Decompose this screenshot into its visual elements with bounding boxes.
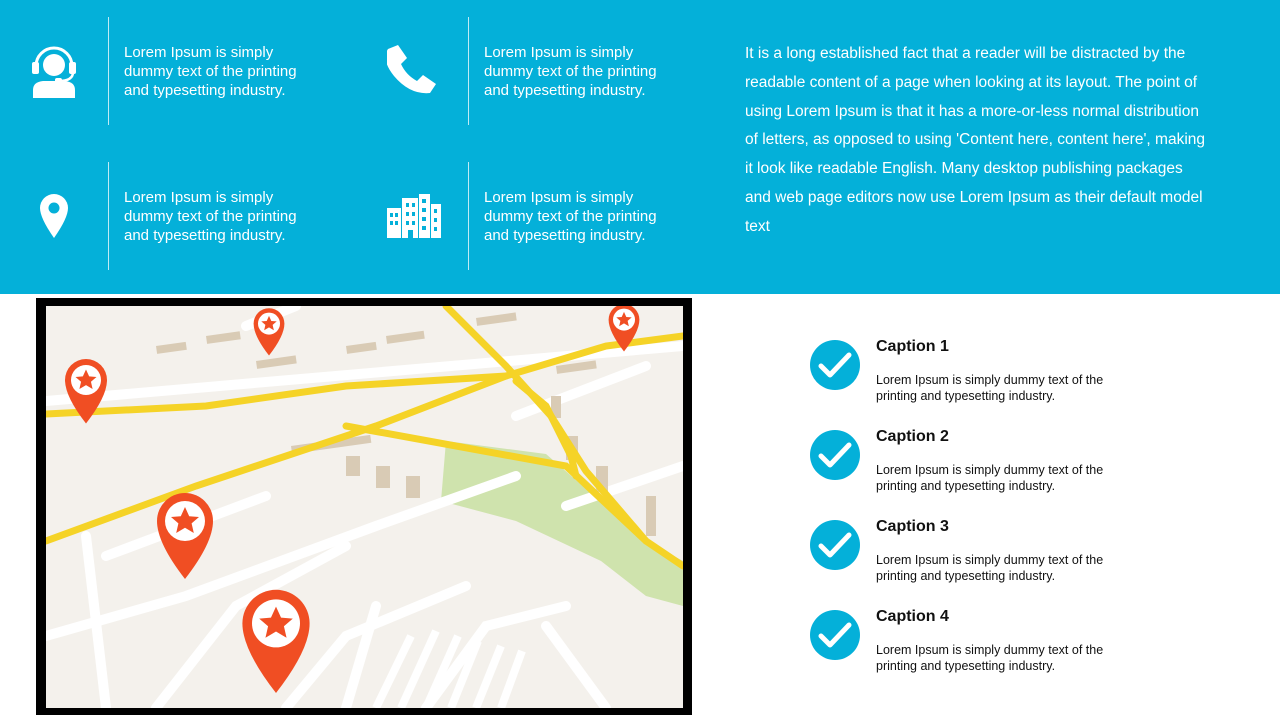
checkmark-icon: [810, 610, 860, 660]
feature-text: Lorem Ipsum is simply dummy text of the printing and typesetting industry.: [484, 189, 657, 244]
caption-title: Caption 3: [876, 518, 949, 535]
city-map-illustration: [46, 306, 683, 708]
checkmark-icon: [810, 520, 860, 570]
caption-item: [810, 608, 1150, 688]
feature-divider: [468, 162, 469, 270]
intro-paragraph: It is a long established fact that a reader will be distracted by the readable content of a page when looking at its layout. The point of using Lorem Ipsum is that it has a more-or-less normal distribution of letters, as opposed to using 'Content here, content here', making it look like readable English. Many desktop publishing packages and web page editors now use Lorem Ipsum as their default model text: [745, 45, 1206, 235]
caption-item: [810, 428, 1150, 508]
feature-text: Lorem Ipsum is simply dummy text of the printing and typesetting industry.: [124, 44, 297, 99]
headset-support-icon: [0, 17, 108, 125]
feature-divider: [108, 162, 109, 270]
feature-divider: [468, 17, 469, 125]
caption-body: Lorem Ipsum is simply dummy text of the printing and typesetting industry.: [876, 373, 1104, 403]
header-band: [0, 0, 1280, 294]
caption-body: Lorem Ipsum is simply dummy text of the printing and typesetting industry.: [876, 463, 1104, 493]
map-frame: [36, 298, 692, 715]
feature-phone: [360, 17, 700, 125]
caption-title: Caption 4: [876, 608, 949, 625]
feature-location: [14, 162, 354, 270]
location-pin-icon: [0, 162, 108, 270]
caption-item: [810, 518, 1150, 598]
feature-text: Lorem Ipsum is simply dummy text of the printing and typesetting industry.: [124, 189, 297, 244]
feature-support: [0, 17, 340, 125]
feature-divider: [108, 17, 109, 125]
caption-title: Caption 2: [876, 428, 949, 445]
caption-item: [810, 338, 1150, 418]
caption-body: Lorem Ipsum is simply dummy text of the printing and typesetting industry.: [876, 553, 1104, 583]
caption-body: Lorem Ipsum is simply dummy text of the printing and typesetting industry.: [876, 643, 1104, 673]
feature-buildings: [360, 162, 700, 270]
phone-icon: [360, 17, 468, 125]
buildings-icon: [360, 162, 468, 270]
checkmark-icon: [810, 340, 860, 390]
feature-text: Lorem Ipsum is simply dummy text of the printing and typesetting industry.: [484, 44, 657, 99]
caption-title: Caption 1: [876, 338, 949, 355]
checkmark-icon: [810, 430, 860, 480]
